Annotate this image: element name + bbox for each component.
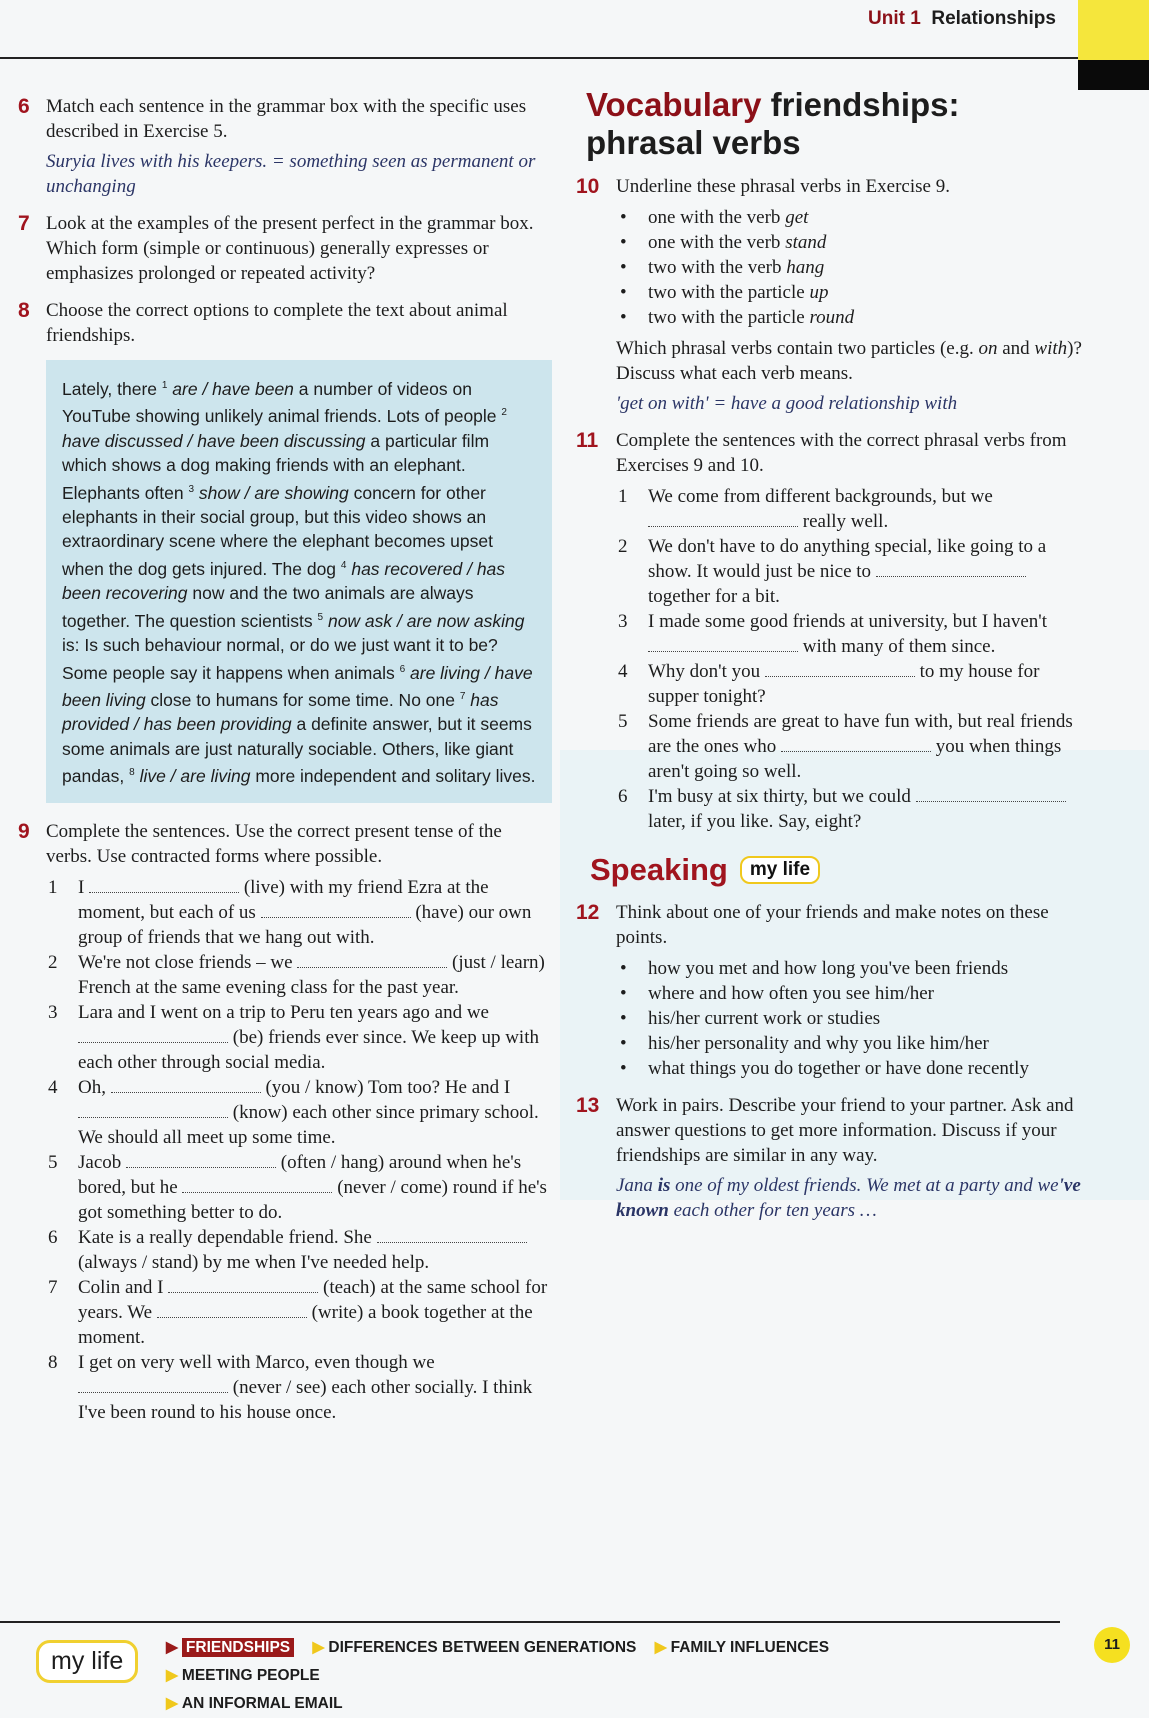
text: Jacob xyxy=(78,1151,127,1173)
exercise-number: 9 xyxy=(18,819,30,843)
text: (be) friends ever since. We keep up with each other through social media. xyxy=(78,1026,539,1073)
text: Colin and I xyxy=(78,1276,169,1298)
text: his/her current work or studies xyxy=(648,1008,881,1029)
answer-blank[interactable] xyxy=(89,877,239,893)
gap-number: 7 xyxy=(459,690,466,702)
item-text xyxy=(78,1227,527,1273)
bold-text: 've known xyxy=(616,1175,1081,1221)
instruction: Complete the sentences. Use the correct present tense of the verbs. Use contracted forms where possible. xyxy=(46,820,502,867)
item-number: 8 xyxy=(48,1351,58,1373)
answer-blank[interactable] xyxy=(111,1077,261,1093)
exercise-number: 7 xyxy=(18,212,30,235)
text: (teach) at the same school for years. We xyxy=(78,1276,548,1323)
text: )? Discuss what each verb means. xyxy=(616,338,1082,384)
text: (live) with my friend Ezra at the moment, but each of us xyxy=(78,876,489,923)
item-number: 5 xyxy=(618,711,628,732)
item-text xyxy=(648,257,824,278)
sentence-list xyxy=(46,875,550,1425)
exercise-12 xyxy=(576,900,1086,1081)
text: I xyxy=(78,876,90,898)
item-text xyxy=(78,1077,539,1148)
exercise-number: 11 xyxy=(576,429,599,452)
text: (have) our own group of friends that we hang out with. xyxy=(78,901,532,948)
example: Suryia lives with his keepers. = something seen as permanent or unchanging xyxy=(46,151,536,197)
sentence-item xyxy=(616,659,1086,709)
item-text xyxy=(648,958,1008,979)
option-text: round xyxy=(809,307,855,328)
triangle-icon: ▶ xyxy=(654,1639,667,1656)
text: (just / learn) French at the same evening class for the past year. xyxy=(78,951,545,998)
exercise-11 xyxy=(576,428,1086,834)
text: together for a bit. xyxy=(648,586,780,607)
answer-blank[interactable] xyxy=(78,1027,228,1043)
item-number: 5 xyxy=(48,1151,58,1173)
text: a number of videos on YouTube showing unlikely animal friends. Lots of people xyxy=(62,378,502,427)
text: with many of them since. xyxy=(798,636,996,657)
text: to my house for supper tonight? xyxy=(648,661,1040,707)
item-text xyxy=(78,1352,532,1423)
text: one with the verb xyxy=(648,207,786,228)
gap-number: 1 xyxy=(161,380,168,391)
item-number: 2 xyxy=(48,951,58,973)
unit-header xyxy=(868,8,1056,30)
text: (know) each other since primary school. We should all meet up some time. xyxy=(78,1101,539,1148)
text: Oh, xyxy=(78,1076,111,1098)
nav-family[interactable] xyxy=(655,1639,829,1656)
text: each other for ten years … xyxy=(668,1200,877,1221)
sentence-item xyxy=(46,1150,550,1225)
bullet-item xyxy=(618,305,1086,330)
text: (write) a book together at the moment. xyxy=(78,1301,533,1348)
yellow-tab xyxy=(1078,0,1149,60)
triangle-icon: ▶ xyxy=(312,1639,325,1656)
text: We're not close friends – we xyxy=(78,951,298,973)
item-text xyxy=(78,1002,539,1073)
answer-blank[interactable] xyxy=(78,1377,228,1393)
text: one with the verb xyxy=(648,232,786,253)
nav-label: MEETING PEOPLE xyxy=(181,1667,320,1684)
text: Lately, there xyxy=(62,378,162,399)
exercise-number: 13 xyxy=(576,1094,600,1117)
nav-meeting[interactable] xyxy=(166,1667,320,1684)
sentence-item xyxy=(616,484,1086,534)
instruction: Choose the correct options to complete the text about animal friendships. xyxy=(46,300,508,346)
item-number: 1 xyxy=(48,876,58,898)
text: you when things aren't going so well. xyxy=(648,736,1062,782)
text: close to humans for some time. No one xyxy=(145,689,460,710)
exercise-7 xyxy=(18,211,550,286)
text: Why don't you xyxy=(648,661,765,682)
item-text xyxy=(648,232,826,253)
item-text xyxy=(78,952,545,998)
gap-number: 6 xyxy=(399,663,406,675)
text: more independent and solitary lives. xyxy=(250,766,536,787)
option-text: on xyxy=(978,338,998,359)
instruction: Look at the examples of the present perfect in the grammar box. Which form (simple or continuous) generally expresses or emphasizes prolonged or repeated activity? xyxy=(46,213,534,284)
text: I get on very well with Marco, even though we xyxy=(78,1351,435,1373)
bullet-item xyxy=(618,230,1086,255)
sentence-item xyxy=(46,950,550,1000)
text: Kate is a really dependable friend. She xyxy=(78,1226,377,1248)
item-text xyxy=(648,282,828,303)
nav-label: FAMILY INFLUENCES xyxy=(670,1639,830,1656)
text: Which phrasal verbs contain two particles (e.g. xyxy=(616,338,979,359)
section-title xyxy=(586,86,1056,162)
item-text xyxy=(648,307,854,328)
bullet-item xyxy=(618,956,1086,981)
gap-number: 8 xyxy=(129,767,135,779)
sentence-item xyxy=(616,709,1086,784)
text: really well. xyxy=(798,511,889,532)
unit-title: Relationships xyxy=(931,8,1056,29)
nav-email[interactable] xyxy=(166,1695,343,1712)
example: 'get on with' = have a good relationship with xyxy=(616,393,958,414)
text: his/her personality and why you like him/her xyxy=(648,1033,989,1054)
exercise-10 xyxy=(576,174,1086,416)
answer-blank[interactable] xyxy=(297,952,447,968)
bullet-item xyxy=(618,1006,1086,1031)
exercise-6 xyxy=(18,94,550,199)
item-number: 4 xyxy=(618,661,628,682)
exercise-number: 8 xyxy=(18,299,30,322)
text: where and how often you see him/her xyxy=(648,983,934,1004)
item-number: 2 xyxy=(618,536,628,557)
answer-blank[interactable] xyxy=(168,1277,318,1293)
text: (you / know) Tom too? He and I xyxy=(260,1076,511,1098)
text: two with the particle xyxy=(648,307,810,328)
gap-number: 4 xyxy=(340,559,347,571)
item-text xyxy=(78,877,531,948)
item-number: 7 xyxy=(48,1276,58,1298)
text: I'm busy at six thirty, but we could xyxy=(648,786,916,807)
item-number: 6 xyxy=(48,1226,58,1248)
item-text xyxy=(648,786,1066,832)
footer-divider xyxy=(0,1621,1060,1623)
option-text: has provided / has been providing xyxy=(62,689,499,735)
bullet-item xyxy=(618,280,1086,305)
speaking-title: Speaking xyxy=(590,852,728,887)
sentence-item xyxy=(46,1350,550,1425)
text: concern for other elephants in their social group, but this video shows an extraordinary scene where the elephant becomes upset when the dog gets injured. The dog xyxy=(62,482,493,579)
text: two with the particle xyxy=(648,282,810,303)
option-text: stand xyxy=(785,232,827,253)
text: is: Is such behaviour normal, or do we just want it to be? Some people say it happens when animals xyxy=(62,635,498,683)
bold-text: is xyxy=(657,1175,671,1196)
item-text xyxy=(648,1058,1029,1079)
bullet-item xyxy=(618,1056,1086,1081)
footer-nav xyxy=(166,1634,966,1718)
text: We don't have to do anything special, like going to a show. It would just be nice to xyxy=(648,536,1047,582)
instruction: Work in pairs. Describe your friend to your partner. Ask and answer questions to get more information. Discuss if your friendships are similar in any way. xyxy=(616,1095,1074,1166)
text: a definite answer, but it seems some animals are just naturally sociable. Others, like giant pandas, xyxy=(62,714,532,787)
triangle-icon: ▶ xyxy=(166,1667,178,1684)
answer-blank[interactable] xyxy=(182,1177,332,1193)
option-text: get xyxy=(785,207,809,228)
sentence-item xyxy=(46,1225,550,1275)
option-text: live / are living xyxy=(134,766,251,787)
bullet-item xyxy=(618,205,1086,230)
exercise-9 xyxy=(18,819,550,1425)
answer-blank[interactable] xyxy=(765,661,915,677)
nav-label: FRIENDSHIPS xyxy=(182,1638,294,1657)
instruction: Think about one of your friends and make notes on these points. xyxy=(616,902,1049,948)
item-text xyxy=(78,1152,547,1223)
sentence-item xyxy=(46,875,550,950)
sentence-list xyxy=(616,484,1086,834)
page-number: 11 xyxy=(1094,1627,1130,1663)
unit-label: Unit 1 xyxy=(868,8,921,29)
option-text: hang xyxy=(786,257,825,278)
text-box xyxy=(46,360,552,803)
answer-blank[interactable] xyxy=(648,511,798,527)
text: a particular film which shows a dog making friends with an elephant. Elephants often xyxy=(62,430,490,503)
sentence-item xyxy=(616,609,1086,659)
title-rest: friendships: phrasal verbs xyxy=(586,86,960,161)
answer-blank[interactable] xyxy=(781,736,931,752)
exercise-number: 10 xyxy=(576,175,600,198)
text: Some friends are great to have fun with, but real friends are the ones who xyxy=(648,711,1073,757)
my-life-badge: my life xyxy=(740,856,820,884)
nav-differences[interactable] xyxy=(312,1639,636,1656)
gap-number: 3 xyxy=(188,483,195,495)
instruction: Complete the sentences with the correct phrasal verbs from Exercises 9 and 10. xyxy=(616,430,1067,476)
item-text xyxy=(78,1277,547,1348)
answer-blank[interactable] xyxy=(648,636,798,652)
option-text: show / are showing xyxy=(194,482,349,503)
bullet-item xyxy=(618,981,1086,1006)
question xyxy=(616,336,1086,386)
item-text xyxy=(648,661,1039,707)
sentence-item xyxy=(46,1075,550,1150)
answer-blank[interactable] xyxy=(78,1102,228,1118)
item-text xyxy=(648,1033,989,1054)
item-text xyxy=(648,611,1047,657)
answer-blank[interactable] xyxy=(261,902,411,918)
item-text xyxy=(648,983,934,1004)
my-life-logo: my life xyxy=(36,1640,138,1683)
item-number: 4 xyxy=(48,1076,58,1098)
bullet-list xyxy=(618,956,1086,1081)
example xyxy=(616,1173,1086,1223)
option-text: up xyxy=(809,282,829,303)
item-text xyxy=(648,207,808,228)
text: (never / see) each other socially. I think I've been round to his house once. xyxy=(78,1376,533,1423)
instruction: Match each sentence in the grammar box with the specific uses described in Exercise 5. xyxy=(46,96,527,142)
item-number: 3 xyxy=(618,611,628,632)
option-text: are living / have been living xyxy=(62,662,533,710)
sentence-item xyxy=(616,784,1086,834)
divider xyxy=(0,57,1078,59)
item-text xyxy=(648,536,1046,607)
text: Lara and I went on a trip to Peru ten years ago and we xyxy=(78,1001,489,1023)
text: one of my oldest friends. We met at a party and we xyxy=(670,1175,1059,1196)
sentence-item xyxy=(616,534,1086,609)
exercise-number: 6 xyxy=(18,95,30,118)
option-text: has recovered / has been recovering xyxy=(62,558,506,604)
option-text: are / have been xyxy=(167,378,294,399)
gap-number: 2 xyxy=(501,407,507,419)
instruction: Underline these phrasal verbs in Exercise 9. xyxy=(616,176,950,197)
exercise-13 xyxy=(576,1093,1086,1223)
title-red: Vocabulary xyxy=(586,86,762,123)
text: We come from different backgrounds, but we xyxy=(648,486,993,507)
item-number: 6 xyxy=(618,786,628,807)
item-text xyxy=(648,486,993,532)
nav-friendships[interactable] xyxy=(166,1639,294,1656)
sentence-item xyxy=(46,1000,550,1075)
black-tab xyxy=(1078,60,1149,90)
answer-blank[interactable] xyxy=(377,1227,527,1243)
nav-label: DIFFERENCES BETWEEN GENERATIONS xyxy=(328,1639,637,1656)
triangle-icon: ▶ xyxy=(166,1695,178,1712)
text: later, if you like. Say, eight? xyxy=(648,811,862,832)
item-number: 1 xyxy=(618,486,628,507)
left-column xyxy=(18,94,550,1437)
text: (often / hang) around when he's bored, but he xyxy=(78,1151,522,1198)
bullet-item xyxy=(618,255,1086,280)
answer-blank[interactable] xyxy=(157,1302,307,1318)
item-text xyxy=(648,711,1073,782)
option-text: now ask / are now asking xyxy=(323,610,525,631)
answer-blank[interactable] xyxy=(126,1152,276,1168)
sentence-item xyxy=(46,1275,550,1350)
text: (always / stand) by me when I've needed help. xyxy=(78,1251,430,1273)
text: now and the two animals are always together. The question scientists xyxy=(62,583,474,631)
bullet-list xyxy=(618,205,1086,330)
nav-label: AN INFORMAL EMAIL xyxy=(181,1695,343,1712)
text: what things you do together or have done recently xyxy=(648,1058,1029,1079)
text: (never / come) round if he's got something better to do. xyxy=(78,1176,547,1223)
exercise-8 xyxy=(18,298,550,348)
text: two with the verb xyxy=(648,257,787,278)
option-text: have discussed / have been discussing xyxy=(62,430,366,451)
gap-number: 5 xyxy=(317,611,324,623)
right-column xyxy=(576,86,1086,1235)
answer-blank[interactable] xyxy=(876,561,1026,577)
item-number: 3 xyxy=(48,1001,58,1023)
option-text: with xyxy=(1034,338,1068,359)
text: and xyxy=(997,338,1035,359)
exercise-number: 12 xyxy=(576,901,600,924)
text: Jana xyxy=(616,1175,658,1196)
bullet-item xyxy=(618,1031,1086,1056)
item-text xyxy=(648,1008,880,1029)
speaking-heading xyxy=(590,852,1060,888)
text: how you met and how long you've been friends xyxy=(648,958,1009,979)
text: I made some good friends at university, but I haven't xyxy=(648,611,1047,632)
answer-blank[interactable] xyxy=(916,786,1066,802)
box-text xyxy=(62,374,536,789)
triangle-icon: ▶ xyxy=(166,1639,178,1656)
